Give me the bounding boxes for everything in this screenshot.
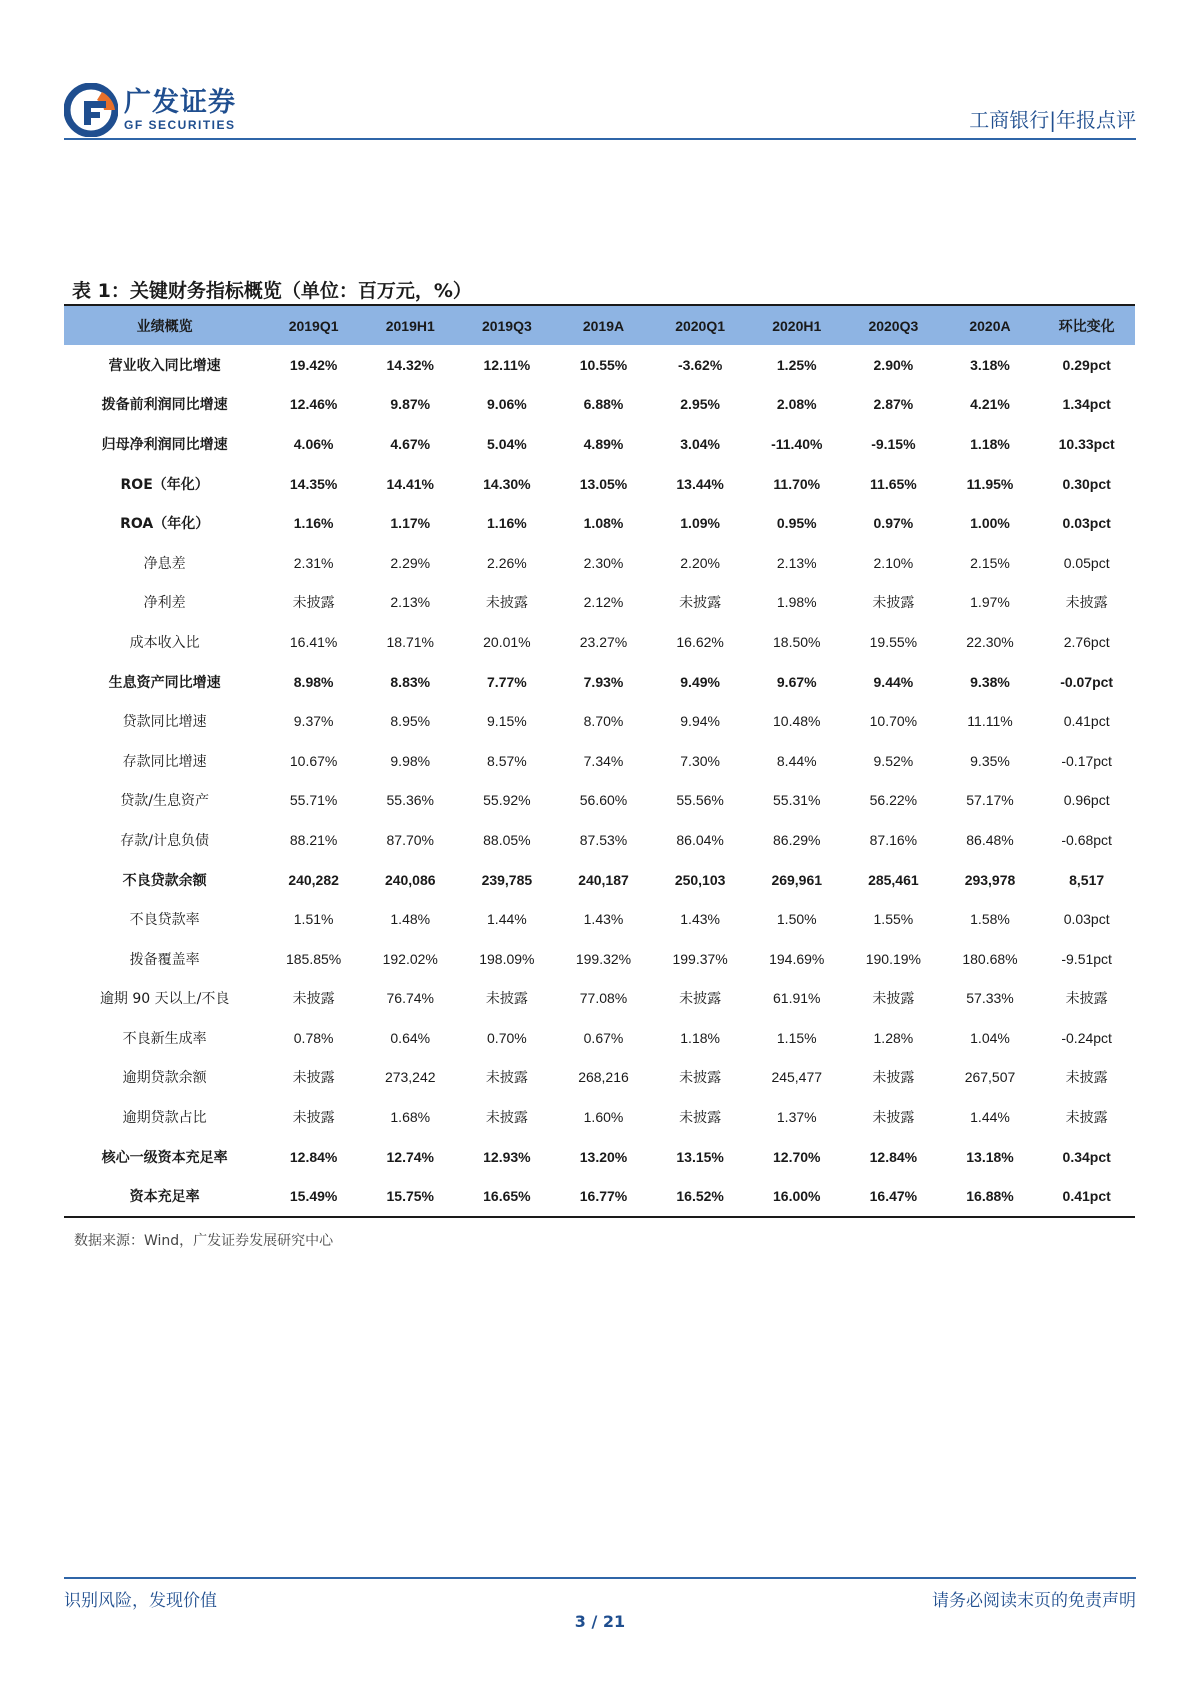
table-cell: 13.20%: [579, 1148, 628, 1165]
table-row: [64, 860, 1135, 900]
table-cell: 未披露: [1065, 594, 1108, 611]
table-cell: 1.16%: [487, 515, 527, 532]
table-cell: 87.70%: [386, 831, 434, 848]
table-cell: 14.30%: [483, 475, 531, 492]
table-cell: -0.17pct: [1061, 752, 1112, 769]
table-cell: 2.10%: [873, 554, 914, 571]
table-cell: 18.71%: [386, 633, 434, 650]
table-cell: 199.32%: [575, 950, 632, 967]
table-cell: 1.43%: [583, 911, 624, 928]
table-cell: 未披露: [292, 594, 335, 611]
table-row: [64, 1058, 1135, 1098]
table-cell: 未披露: [679, 990, 722, 1007]
table-cell: 0.70%: [487, 1029, 527, 1046]
table-cell: 2.20%: [680, 554, 720, 571]
table-cell: 0.41pct: [1038, 1176, 1135, 1217]
table-cell: 1.55%: [873, 911, 914, 928]
table-cell: 2.15%: [970, 554, 1010, 571]
column-header: 2020H1: [772, 317, 822, 334]
table-cell: 3.04%: [680, 435, 720, 452]
table-cell: -0.07pct: [1060, 673, 1114, 690]
table-cell: 9.52%: [873, 752, 914, 769]
table-cell: 未披露: [679, 594, 722, 611]
table-cell: 未披露: [1065, 1069, 1108, 1086]
table-cell: 57.17%: [966, 792, 1014, 809]
table-row: [64, 939, 1135, 979]
table-row: [64, 1137, 1135, 1177]
table-row: [64, 345, 1135, 385]
table-cell: 185.85%: [285, 950, 342, 967]
table-cell: -9.15%: [871, 435, 916, 452]
gf-logo-icon: [64, 83, 118, 137]
table-cell: 55.36%: [386, 792, 434, 809]
table-cell: 10.33pct: [1058, 435, 1115, 452]
table-cell: 88.05%: [483, 831, 531, 848]
row-label: 资本充足率: [64, 1176, 265, 1217]
table-cell: 1.25%: [776, 356, 817, 373]
table-cell: 0.97%: [873, 515, 914, 532]
table-cell: 2.29%: [390, 554, 431, 571]
table-cell: 239,785: [481, 871, 533, 888]
table-cell: 9.87%: [390, 396, 431, 413]
table-cell: 268,216: [578, 1069, 629, 1086]
table-cell: 12.74%: [386, 1148, 434, 1165]
table-cell: 未披露: [872, 1109, 915, 1126]
table-cell: 8.98%: [293, 673, 334, 690]
table-body: [64, 345, 1135, 1217]
table-cell: 1.18%: [970, 435, 1010, 452]
table-cell: 9.35%: [970, 752, 1010, 769]
table-cell: 1.15%: [776, 1029, 817, 1046]
table-cell: 12.70%: [773, 1148, 821, 1165]
table-cell: 1.04%: [970, 1029, 1010, 1046]
column-header: 2019Q1: [288, 317, 339, 334]
table-cell: 12.93%: [483, 1148, 531, 1165]
table-cell: 未披露: [679, 1109, 722, 1126]
table-row: [64, 385, 1135, 425]
logo-english-name: GF SECURITIES: [124, 118, 236, 132]
column-header: 2020Q3: [868, 317, 919, 334]
table-cell: 16.65%: [459, 1176, 556, 1217]
table-cell: 2.31%: [293, 554, 334, 571]
table-cell: 未披露: [485, 990, 528, 1007]
table-row: [64, 741, 1135, 781]
row-label: 逾期 90 天以上/不良: [99, 991, 230, 1008]
row-label: 贷款同比增速: [122, 714, 207, 731]
table-cell: 未披露: [872, 990, 915, 1007]
table-cell: 13.18%: [966, 1148, 1014, 1165]
row-label: 不良贷款余额: [122, 872, 207, 889]
footer-slogan: 识别风险，发现价值: [64, 1591, 217, 1611]
table-cell: 未披露: [1065, 990, 1108, 1007]
table-cell: 77.08%: [579, 990, 628, 1007]
table-row: [64, 662, 1135, 702]
footer-divider: [64, 1577, 1136, 1579]
row-label: 归母净利润同比增速: [101, 436, 228, 453]
row-label: 拨备覆盖率: [129, 951, 200, 968]
table-cell: 180.68%: [962, 950, 1018, 967]
table-cell: 56.60%: [579, 792, 628, 809]
page-header: [64, 80, 1136, 140]
table-cell: 57.33%: [966, 990, 1014, 1007]
table-cell: -0.24pct: [1061, 1029, 1112, 1046]
table-cell: 8.70%: [583, 713, 624, 730]
table-row: [64, 820, 1135, 860]
table-cell: 12.46%: [289, 396, 338, 413]
table-cell: 0.64%: [390, 1029, 431, 1046]
table-cell: 7.30%: [680, 752, 720, 769]
table-cell: 1.98%: [776, 594, 817, 611]
table-cell: 7.77%: [487, 673, 527, 690]
table-cell: 273,242: [384, 1069, 436, 1086]
data-source-note: 数据来源：Wind，广发证券发展研究中心: [74, 1233, 334, 1249]
table-cell: 8,517: [1069, 871, 1105, 888]
column-header: 2020Q1: [675, 317, 726, 334]
table-cell: 194.69%: [769, 950, 825, 967]
table-cell: 19.42%: [289, 356, 338, 373]
table-cell: 87.53%: [579, 831, 628, 848]
table-row: [64, 781, 1135, 821]
footer-disclaimer: 请务必阅读末页的免责声明: [932, 1591, 1136, 1611]
table-cell: 240,086: [384, 871, 436, 888]
table-cell: 16.88%: [942, 1176, 1039, 1217]
row-label: 生息资产同比增速: [108, 674, 221, 691]
table-cell: 未披露: [485, 594, 528, 611]
table-cell: 15.49%: [265, 1176, 362, 1217]
row-label: ROA（年化）: [120, 516, 210, 533]
table-cell: 1.18%: [680, 1029, 720, 1046]
table-cell: 9.49%: [680, 673, 720, 690]
table-cell: -3.62%: [677, 356, 723, 373]
table-cell: 2.76pct: [1063, 633, 1110, 650]
table-cell: 1.08%: [583, 515, 624, 532]
table-cell: 0.34pct: [1062, 1148, 1111, 1165]
table-cell: 23.27%: [579, 633, 628, 650]
row-label: 逾期贷款余额: [122, 1070, 207, 1087]
column-header: 2020A: [969, 317, 1011, 334]
table-row: [64, 503, 1135, 543]
table-cell: 8.44%: [776, 752, 817, 769]
row-label: 存款/计息负债: [120, 832, 210, 849]
table-cell: 76.74%: [386, 990, 434, 1007]
table-cell: 7.93%: [583, 673, 624, 690]
table-row: [64, 899, 1135, 939]
table-cell: 9.67%: [776, 673, 817, 690]
table-cell: 8.83%: [390, 673, 431, 690]
table-cell: 61.91%: [773, 990, 821, 1007]
column-header: 2019A: [582, 317, 625, 334]
table-cell: 2.87%: [873, 396, 914, 413]
table-cell: 3.18%: [970, 356, 1010, 373]
row-label: 净息差: [143, 555, 186, 572]
table-cell: 11.65%: [870, 475, 917, 492]
table-cell: 14.32%: [386, 356, 434, 373]
column-header: 环比变化: [1058, 317, 1115, 334]
table-cell: 1.68%: [390, 1109, 431, 1126]
table-cell: 199.37%: [672, 950, 728, 967]
table-cell: 13.15%: [676, 1148, 724, 1165]
table-cell: 1.58%: [970, 911, 1010, 928]
table-row: [64, 1176, 1135, 1217]
report-title: 工商银行|年报点评: [969, 108, 1136, 132]
table-cell: 19.55%: [869, 633, 918, 650]
table-cell: 87.16%: [869, 831, 918, 848]
table-cell: 12.11%: [483, 356, 531, 373]
table-cell: 1.97%: [970, 594, 1010, 611]
table-cell: 18.50%: [773, 633, 821, 650]
table-cell: 1.37%: [776, 1109, 817, 1126]
table-cell: 未披露: [292, 1109, 335, 1126]
table-cell: 1.09%: [680, 515, 720, 532]
table-cell: 15.75%: [362, 1176, 459, 1217]
table-cell: 55.31%: [773, 792, 821, 809]
table-cell: 22.30%: [966, 633, 1014, 650]
table-cell: 16.00%: [748, 1176, 845, 1217]
table-cell: 0.41pct: [1063, 713, 1110, 730]
table-cell: 1.34pct: [1062, 396, 1111, 413]
row-label: 拨备前利润同比增速: [101, 397, 228, 414]
table-cell: 10.67%: [289, 752, 338, 769]
table-cell: 1.43%: [680, 911, 720, 928]
table-cell: 240,282: [288, 871, 339, 888]
table-header-row: [64, 305, 1135, 345]
table-row: [64, 701, 1135, 741]
table-cell: 9.06%: [487, 396, 527, 413]
table-cell: -9.51pct: [1061, 950, 1112, 967]
table-cell: 0.96pct: [1063, 792, 1110, 809]
table-cell: 12.84%: [289, 1148, 338, 1165]
table-cell: 0.29pct: [1062, 356, 1111, 373]
table-cell: 2.13%: [776, 554, 817, 571]
table-row: [64, 1097, 1135, 1137]
table-cell: 9.94%: [680, 713, 720, 730]
company-logo: [64, 80, 236, 140]
table-cell: 2.95%: [680, 396, 720, 413]
table-cell: 55.71%: [289, 792, 338, 809]
table-cell: 4.89%: [583, 435, 624, 452]
table-cell: 11.11%: [967, 713, 1013, 730]
table-cell: 16.52%: [652, 1176, 749, 1217]
table-cell: 10.48%: [773, 713, 821, 730]
table-cell: 1.48%: [390, 911, 431, 928]
table-cell: 16.77%: [555, 1176, 652, 1217]
table-cell: 7.34%: [583, 752, 624, 769]
table-row: [64, 622, 1135, 662]
table-cell: 9.98%: [390, 752, 431, 769]
table-cell: 未披露: [872, 594, 915, 611]
table-cell: 2.12%: [583, 594, 624, 611]
row-label: 贷款/生息资产: [120, 793, 210, 810]
table-cell: 2.08%: [776, 396, 817, 413]
table-cell: 86.48%: [966, 831, 1014, 848]
logo-chinese-name: 广发证券: [124, 87, 236, 118]
table-cell: 1.00%: [970, 515, 1010, 532]
table-cell: 55.92%: [483, 792, 531, 809]
column-header: 2019Q3: [481, 317, 532, 334]
table-cell: 245,477: [771, 1069, 823, 1086]
table-row: [64, 979, 1135, 1019]
table-cell: 0.67%: [583, 1029, 624, 1046]
table-cell: 1.16%: [293, 515, 334, 532]
table-cell: 5.04%: [487, 435, 527, 452]
table-cell: 12.84%: [869, 1148, 918, 1165]
table-cell: 未披露: [292, 990, 335, 1007]
table-cell: 9.37%: [293, 713, 334, 730]
table-cell: 6.88%: [583, 396, 624, 413]
table-cell: 未披露: [485, 1069, 528, 1086]
table-row: [64, 1018, 1135, 1058]
table-cell: 16.47%: [845, 1176, 942, 1217]
row-label: 不良贷款率: [129, 912, 200, 929]
table-cell: 1.44%: [487, 911, 527, 928]
table-row: [64, 424, 1135, 464]
table-cell: 未披露: [1065, 1109, 1108, 1126]
table-cell: 250,103: [674, 871, 726, 888]
table-cell: 0.05pct: [1063, 554, 1110, 571]
table-cell: 2.30%: [583, 554, 624, 571]
table-cell: 14.41%: [386, 475, 434, 492]
table-cell: 4.06%: [293, 435, 334, 452]
table-cell: 0.03pct: [1063, 911, 1110, 928]
table-cell: 13.05%: [579, 475, 628, 492]
table-cell: 198.09%: [479, 950, 535, 967]
table-cell: 88.21%: [289, 831, 338, 848]
table-cell: 未披露: [679, 1069, 722, 1086]
table-cell: 4.21%: [970, 396, 1010, 413]
table-cell: 8.95%: [390, 713, 431, 730]
table-cell: 86.04%: [676, 831, 724, 848]
table-cell: 267,507: [964, 1069, 1016, 1086]
table-cell: 1.51%: [293, 911, 334, 928]
row-label: 净利差: [143, 595, 186, 612]
row-label: 逾期贷款占比: [122, 1110, 207, 1127]
table-cell: 1.60%: [583, 1109, 624, 1126]
table-row: [64, 543, 1135, 583]
table-cell: 4.67%: [390, 435, 431, 452]
table-cell: 10.70%: [869, 713, 918, 730]
table-cell: 1.28%: [873, 1029, 914, 1046]
table-cell: 1.44%: [970, 1109, 1010, 1126]
column-header: 2019H1: [385, 317, 435, 334]
table-cell: 240,187: [578, 871, 629, 888]
table-cell: 未披露: [485, 1109, 528, 1126]
table-cell: 2.13%: [390, 594, 431, 611]
table-cell: 8.57%: [487, 752, 527, 769]
table-cell: 1.17%: [390, 515, 431, 532]
table-cell: 0.30pct: [1062, 475, 1111, 492]
row-label: 营业收入同比增速: [108, 357, 221, 374]
table-cell: 269,961: [771, 871, 823, 888]
table-cell: 2.26%: [487, 554, 527, 571]
page-number: 3 / 21: [574, 1612, 626, 1631]
table-cell: 13.44%: [676, 475, 724, 492]
row-label: ROE（年化）: [120, 476, 209, 493]
table-cell: 293,978: [964, 871, 1016, 888]
table-cell: 190.19%: [865, 950, 922, 967]
table-cell: 192.02%: [382, 950, 438, 967]
column-header: 业绩概览: [136, 317, 193, 334]
table-cell: 9.15%: [487, 713, 527, 730]
financial-indicators-table: [64, 304, 1135, 1218]
table-row: [64, 583, 1135, 623]
table-cell: 1.50%: [776, 911, 817, 928]
table-cell: 14.35%: [289, 475, 338, 492]
table-cell: 16.41%: [289, 633, 338, 650]
table-cell: 9.38%: [970, 673, 1010, 690]
row-label: 成本收入比: [129, 634, 200, 651]
table-cell: 20.01%: [483, 633, 531, 650]
table-cell: 2.90%: [873, 356, 914, 373]
row-label: 核心一级资本充足率: [101, 1149, 228, 1166]
table-cell: 0.78%: [293, 1029, 334, 1046]
table-cell: 55.56%: [676, 792, 724, 809]
table-cell: 0.95%: [776, 515, 817, 532]
row-label: 不良新生成率: [122, 1030, 207, 1047]
table-title: 表 1：关键财务指标概览（单位：百万元，%）: [72, 280, 472, 302]
table-cell: 未披露: [872, 1069, 915, 1086]
table-cell: 56.22%: [869, 792, 918, 809]
table-cell: 11.70%: [773, 475, 821, 492]
table-cell: 0.03pct: [1062, 515, 1111, 532]
table-cell: 未披露: [292, 1069, 335, 1086]
row-label: 存款同比增速: [122, 753, 207, 770]
table-row: [64, 464, 1135, 504]
header-divider: [64, 138, 1136, 140]
table-cell: 9.44%: [873, 673, 914, 690]
table-cell: 11.95%: [966, 475, 1014, 492]
table-cell: 285,461: [868, 871, 919, 888]
table-cell: -11.40%: [771, 435, 823, 452]
table-cell: -0.68pct: [1061, 831, 1112, 848]
table-cell: 10.55%: [579, 356, 628, 373]
table-cell: 16.62%: [676, 633, 724, 650]
table-cell: 86.29%: [773, 831, 821, 848]
